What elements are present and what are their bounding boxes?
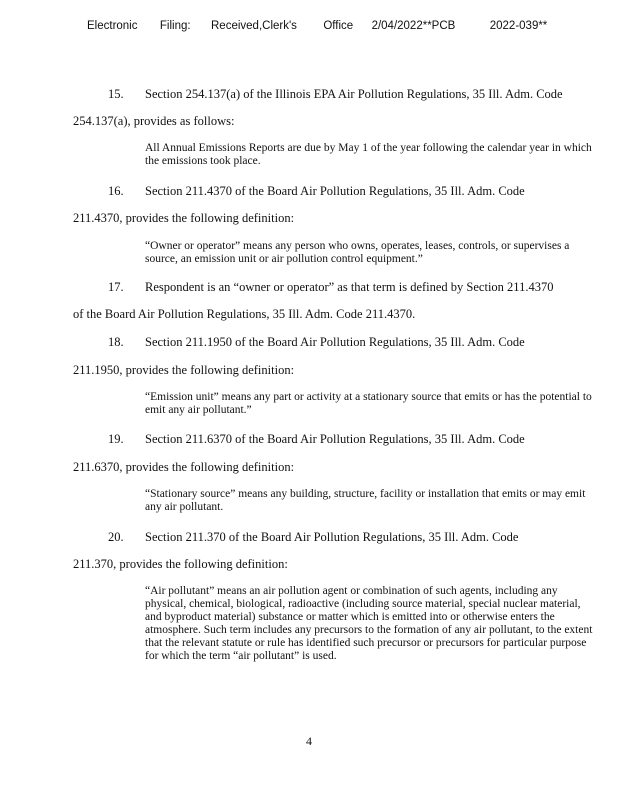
- paragraph-text: Section 211.4370 of the Board Air Pollution Regulations, 35 Ill. Adm. Code: [145, 184, 525, 198]
- paragraph-15: [108, 87, 608, 102]
- paragraph-text: Section 254.137(a) of the Illinois EPA Air Pollution Regulations, 35 Ill. Adm. Code: [145, 87, 563, 101]
- header-filing: Filing:: [159, 20, 191, 32]
- paragraph-19: [108, 432, 608, 447]
- filing-header: [87, 20, 547, 32]
- paragraph-text: Section 211.1950 of the Board Air Pollution Regulations, 35 Ill. Adm. Code: [145, 335, 525, 349]
- paragraph-16-quote: “Owner or operator” means any person who owns, operates, leases, controls, or supervises a source, an emission unit or air pollution control equipment.”: [145, 240, 570, 265]
- header-electronic: Electronic: [87, 20, 138, 32]
- paragraph-20-quote: “Air pollutant” means an air pollution agent or combination of such agents, including any physical, chemical, biological, radioactive (including source material, special nuclear material, and byproduct material) substance or matter which is emitted into or otherwise enters the atmosphere. Such term includes any precursors to the formation of any air pollutant, to the extent that the relevant statute or rule has identified such precursor or precursors for particular purpose for which the term “air pollutant” is used.: [145, 585, 593, 662]
- paragraph-18-continuation: 211.1950, provides the following definition:: [73, 363, 295, 377]
- paragraph-20-continuation: 211.370, provides the following definition:: [73, 557, 288, 571]
- paragraph-number: 19.: [108, 432, 124, 446]
- header-office: Office: [323, 20, 354, 32]
- paragraph-19-quote: “Stationary source” means any building, structure, facility or installation that emits or may emit any air pollutant.: [145, 488, 586, 513]
- header-case: 2022-039**: [489, 20, 548, 32]
- paragraph-17: [108, 280, 608, 295]
- paragraph-16-continuation: 211.4370, provides the following definition:: [73, 211, 295, 225]
- paragraph-number: 17.: [108, 280, 124, 294]
- paragraph-15-quote: All Annual Emissions Reports are due by May 1 of the year following the calendar year in which the emissions took place.: [145, 142, 592, 167]
- paragraph-number: 15.: [108, 87, 124, 101]
- paragraph-15-continuation: 254.137(a), provides as follows:: [73, 114, 235, 128]
- paragraph-number: 18.: [108, 335, 124, 349]
- page-number: 4: [306, 734, 312, 748]
- paragraph-16: [108, 184, 608, 199]
- paragraph-18-quote: “Emission unit” means any part or activity at a stationary source that emits or has the potential to emit any air pollutant.”: [145, 391, 592, 416]
- paragraph-number: 20.: [108, 530, 124, 544]
- paragraph-text: Respondent is an “owner or operator” as that term is defined by Section 211.4370: [145, 280, 554, 294]
- paragraph-text: Section 211.370 of the Board Air Pollution Regulations, 35 Ill. Adm. Code: [145, 530, 519, 544]
- header-received: Received,Clerk's: [211, 20, 297, 32]
- paragraph-19-continuation: 211.6370, provides the following definition:: [73, 460, 295, 474]
- paragraph-text: Section 211.6370 of the Board Air Pollution Regulations, 35 Ill. Adm. Code: [145, 432, 525, 446]
- paragraph-20: [108, 530, 608, 545]
- paragraph-18: [108, 335, 608, 350]
- paragraph-number: 16.: [108, 184, 124, 198]
- header-date: 2/04/2022**PCB: [371, 20, 456, 32]
- paragraph-17-continuation: of the Board Air Pollution Regulations, 35 Ill. Adm. Code 211.4370.: [73, 307, 416, 321]
